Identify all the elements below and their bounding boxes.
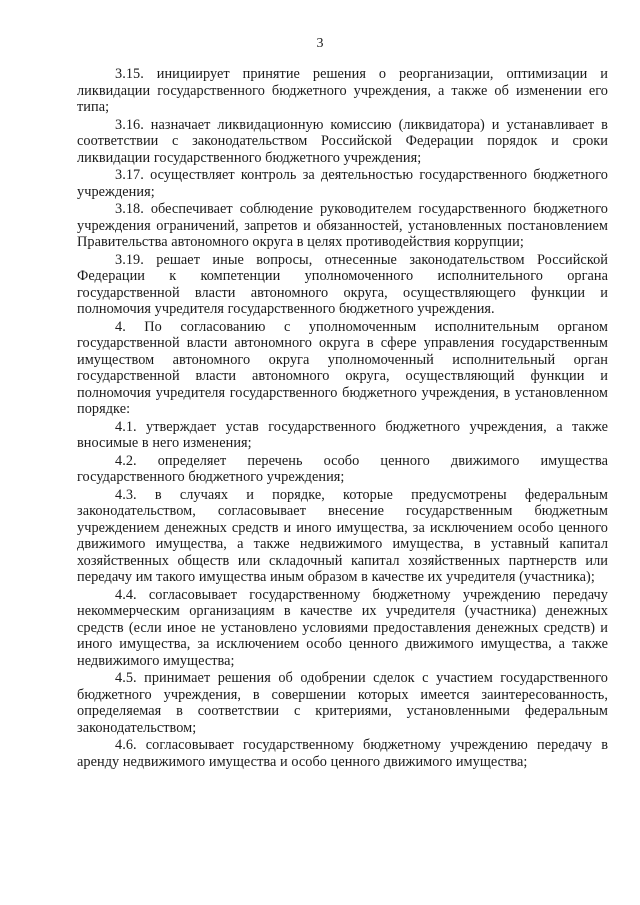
paragraph-3-19: 3.19. решает иные вопросы, отнесенные законодательством Российской Федерации к компетенции уполномоченного исполнительного органа государственной власти автономного округа, осуществляющего функции и полномочия учредителя государственного бюджетного учреждения. [77, 251, 608, 317]
page-number: 3 [316, 36, 324, 51]
paragraph-3-17: 3.17. осуществляет контроль за деятельностью государственного бюджетного учреждения; [77, 167, 608, 200]
paragraph-3-16: 3.16. назначает ликвидационную комиссию (ликвидатора) и устанавливает в соответствии с законодательством Российской Федерации порядок и сроки ликвидации государственного бюджетного учреждения; [77, 116, 608, 166]
paragraph-4: 4. По согласованию с уполномоченным исполнительным органом государственной власти автономного округа в сфере управления государственным имуществом автономного округа уполномоченный исполнительный орган государственной власти автономного округа, осуществляющий функции и полномочия учредителя государственного бюджетного учреждения, в установленном порядке: [77, 318, 608, 417]
paragraph-4-4: 4.4. согласовывает государственному бюджетному учреждению передачу некоммерческим организациям в качестве их учредителя (участника) денежных средств (если иное не установлено условиями предоставления денежных средств) и иного имущества, за исключением особо ценного движимого имущества, а также недвижимого имущества; [77, 586, 608, 669]
paragraph-3-15: 3.15. инициирует принятие решения о реорганизации, оптимизации и ликвидации государственного бюджетного учреждения, а также об изменении его типа; [77, 66, 608, 115]
paragraph-4-3: 4.3. в случаях и порядке, которые предусмотрены федеральным законодательством, согласовывает внесение государственным бюджетным учреждением денежных средств и иного имущества, за исключением особо ценного движимого имущества, а также недвижимого имущества, в уставный капитал хозяйственных обществ или складочный капитал хозяйственных партнерств или передачу им такого имущества иным образом в качестве их учредителя (участника); [77, 486, 608, 585]
paragraph-4-5: 4.5. принимает решения об одобрении сделок с участием государственного бюджетного учреждения, в совершении которых имеется заинтересованность, определяемая в соответствии с критериями, установленными федеральным законодательством; [77, 670, 608, 736]
paragraph-3-18: 3.18. обеспечивает соблюдение руководителем государственного бюджетного учреждения ограничений, запретов и обязанностей, установленных постановлением Правительства автономного округа в целях противодействия коррупции; [77, 201, 608, 250]
paragraph-4-6: 4.6. согласовывает государственному бюджетному учреждению передачу в аренду недвижимого имущества и особо ценного движимого имущества; [77, 737, 608, 770]
document-body [77, 66, 608, 770]
paragraph-4-1: 4.1. утверждает устав государственного бюджетного учреждения, а также вносимые в него изменения; [77, 418, 608, 451]
paragraph-4-2: 4.2. определяет перечень особо ценного движимого имущества государственного бюджетного учреждения; [77, 452, 608, 485]
